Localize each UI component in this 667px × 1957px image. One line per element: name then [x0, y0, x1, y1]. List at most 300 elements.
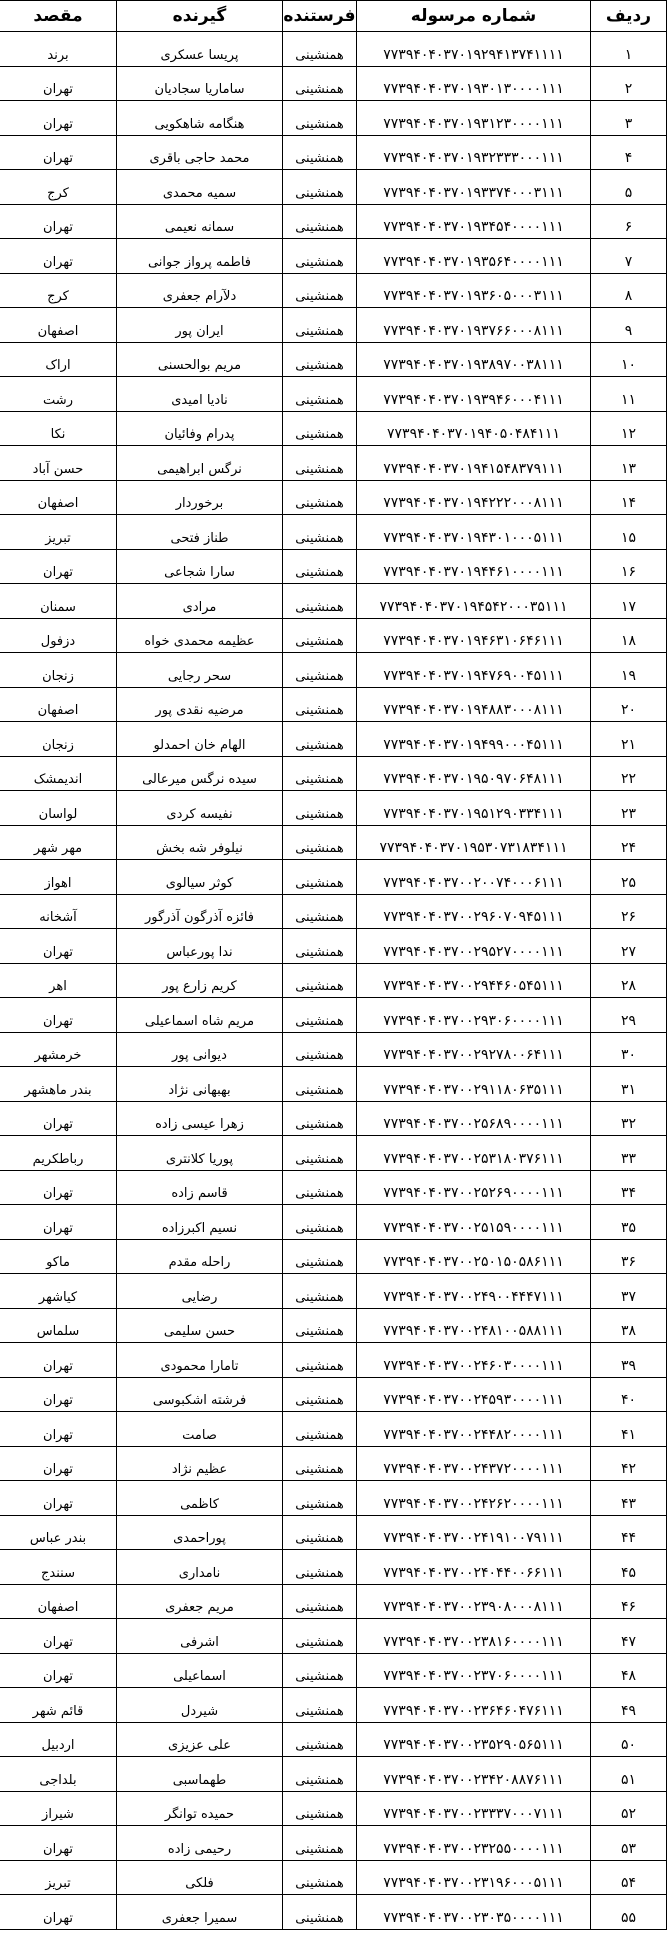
cell-tracking-number: ۷۷۳۹۴۰۴۰۳۷۰۰۲۴۶۰۳۰۰۰۰۱۱۱ — [357, 1343, 591, 1378]
cell-receiver: سمانه نعیمی — [117, 204, 283, 239]
cell-destination: تهران — [0, 66, 117, 101]
cell-sender: همنشینی — [283, 1308, 357, 1343]
table-row — [0, 342, 667, 377]
cell-receiver: راحله مقدم — [117, 1239, 283, 1274]
cell-receiver: تامارا محمودی — [117, 1343, 283, 1378]
cell-radif: ۳۹ — [591, 1343, 667, 1378]
table-row — [0, 170, 667, 205]
table-row — [0, 446, 667, 481]
cell-sender: همنشینی — [283, 101, 357, 136]
cell-radif: ۵۳ — [591, 1826, 667, 1861]
cell-destination: کرج — [0, 170, 117, 205]
table-row — [0, 204, 667, 239]
cell-sender: همنشینی — [283, 584, 357, 619]
cell-tracking-number: ۷۷۳۹۴۰۴۰۳۷۰۱۹۳۸۹۷۰۰۳۸۱۱۱ — [357, 342, 591, 377]
cell-destination: تهران — [0, 1205, 117, 1240]
cell-sender: همنشینی — [283, 1032, 357, 1067]
cell-receiver: قاسم زاده — [117, 1170, 283, 1205]
cell-receiver: نسیم اکبرزاده — [117, 1205, 283, 1240]
cell-tracking-number: ۷۷۳۹۴۰۴۰۳۷۰۰۲۴۰۴۴۰۰۶۶۱۱۱ — [357, 1550, 591, 1585]
cell-radif: ۴۲ — [591, 1446, 667, 1481]
cell-sender: همنشینی — [283, 825, 357, 860]
table-row — [0, 1481, 667, 1516]
cell-destination: تهران — [0, 1826, 117, 1861]
cell-sender: همنشینی — [283, 618, 357, 653]
cell-tracking-number: ۷۷۳۹۴۰۴۰۳۷۰۰۲۳۸۱۶۰۰۰۰۱۱۱ — [357, 1619, 591, 1654]
cell-destination: کرج — [0, 273, 117, 308]
cell-receiver: عظیمه محمدی خواه — [117, 618, 283, 653]
cell-sender: همنشینی — [283, 1239, 357, 1274]
cell-tracking-number: ۷۷۳۹۴۰۴۰۳۷۰۰۲۹۵۲۷۰۰۰۰۱۱۱ — [357, 929, 591, 964]
cell-receiver: محمد حاجی باقری — [117, 135, 283, 170]
cell-destination: آشخانه — [0, 894, 117, 929]
cell-sender: همنشینی — [283, 1757, 357, 1792]
table-row — [0, 549, 667, 584]
cell-radif: ۳۴ — [591, 1170, 667, 1205]
table-row — [0, 1791, 667, 1826]
cell-radif: ۲۴ — [591, 825, 667, 860]
cell-receiver: فائزه آذرگون آذرگور — [117, 894, 283, 929]
cell-tracking-number: ۷۷۳۹۴۰۴۰۳۷۰۰۲۴۵۹۳۰۰۰۰۱۱۱ — [357, 1377, 591, 1412]
table-row — [0, 1343, 667, 1378]
cell-radif: ۳۳ — [591, 1136, 667, 1171]
cell-receiver: عظیم نژاد — [117, 1446, 283, 1481]
cell-sender: همنشینی — [283, 791, 357, 826]
cell-receiver: اشرفی — [117, 1619, 283, 1654]
cell-receiver: نادیا امیدی — [117, 377, 283, 412]
cell-radif: ۴۵ — [591, 1550, 667, 1585]
cell-radif: ۳۲ — [591, 1101, 667, 1136]
cell-radif: ۵ — [591, 170, 667, 205]
cell-tracking-number: ۷۷۳۹۴۰۴۰۳۷۰۰۲۳۲۵۵۰۰۰۰۱۱۱ — [357, 1826, 591, 1861]
cell-destination: اصفهان — [0, 1584, 117, 1619]
cell-receiver: رحیمی زاده — [117, 1826, 283, 1861]
cell-sender: همنشینی — [283, 204, 357, 239]
cell-destination: تهران — [0, 1412, 117, 1447]
table-row — [0, 1446, 667, 1481]
table-row — [0, 411, 667, 446]
cell-sender: همنشینی — [283, 170, 357, 205]
cell-destination: دزفول — [0, 618, 117, 653]
table-row — [0, 1170, 667, 1205]
cell-receiver: طهماسبی — [117, 1757, 283, 1792]
cell-destination: بلداجی — [0, 1757, 117, 1792]
cell-tracking-number: ۷۷۳۹۴۰۴۰۳۷۰۱۹۴۵۴۲۰۰۰۳۵۱۱۱ — [357, 584, 591, 619]
cell-radif: ۶ — [591, 204, 667, 239]
cell-tracking-number: ۷۷۳۹۴۰۴۰۳۷۰۱۹۴۰۵۰۴۸۴۱۱۱ — [357, 411, 591, 446]
cell-radif: ۱۰ — [591, 342, 667, 377]
cell-tracking-number: ۷۷۳۹۴۰۴۰۳۷۰۰۲۴۸۱۰۰۵۸۸۱۱۱ — [357, 1308, 591, 1343]
cell-sender: همنشینی — [283, 1826, 357, 1861]
cell-radif: ۱۸ — [591, 618, 667, 653]
cell-radif: ۹ — [591, 308, 667, 343]
cell-destination: رشت — [0, 377, 117, 412]
cell-destination: برند — [0, 32, 117, 67]
cell-receiver: طناز فتحی — [117, 515, 283, 550]
cell-radif: ۱۴ — [591, 480, 667, 515]
cell-sender: همنشینی — [283, 239, 357, 274]
cell-sender: همنشینی — [283, 894, 357, 929]
cell-destination: رباطکریم — [0, 1136, 117, 1171]
table-row — [0, 860, 667, 895]
table-row — [0, 825, 667, 860]
cell-receiver: سمیه محمدی — [117, 170, 283, 205]
header-sender: فرستنده — [283, 1, 357, 32]
cell-radif: ۴ — [591, 135, 667, 170]
table-row — [0, 1550, 667, 1585]
cell-radif: ۴۴ — [591, 1515, 667, 1550]
cell-sender: همنشینی — [283, 1274, 357, 1309]
cell-tracking-number: ۷۷۳۹۴۰۴۰۳۷۰۱۹۳۶۰۵۰۰۰۳۱۱۱ — [357, 273, 591, 308]
cell-tracking-number: ۷۷۳۹۴۰۴۰۳۷۰۱۹۴۲۲۲۰۰۰۸۱۱۱ — [357, 480, 591, 515]
cell-radif: ۴۱ — [591, 1412, 667, 1447]
cell-sender: همنشینی — [283, 1205, 357, 1240]
cell-sender: همنشینی — [283, 515, 357, 550]
cell-destination: مهر شهر — [0, 825, 117, 860]
cell-radif: ۵۴ — [591, 1860, 667, 1895]
cell-radif: ۴۳ — [591, 1481, 667, 1516]
cell-destination: سنندج — [0, 1550, 117, 1585]
cell-destination: اصفهان — [0, 480, 117, 515]
cell-sender: همنشینی — [283, 411, 357, 446]
cell-sender: همنشینی — [283, 1377, 357, 1412]
table-row — [0, 308, 667, 343]
cell-tracking-number: ۷۷۳۹۴۰۴۰۳۷۰۱۹۴۴۶۱۰۰۰۰۱۱۱ — [357, 549, 591, 584]
cell-radif: ۲۵ — [591, 860, 667, 895]
cell-sender: همنشینی — [283, 273, 357, 308]
cell-radif: ۴۷ — [591, 1619, 667, 1654]
cell-radif: ۵۱ — [591, 1757, 667, 1792]
header-receiver: گیرنده — [117, 1, 283, 32]
cell-radif: ۵۲ — [591, 1791, 667, 1826]
cell-sender: همنشینی — [283, 1860, 357, 1895]
cell-destination: تهران — [0, 929, 117, 964]
cell-sender: همنشینی — [283, 1619, 357, 1654]
cell-tracking-number: ۷۷۳۹۴۰۴۰۳۷۰۱۹۵۰۹۷۰۶۴۸۱۱۱ — [357, 756, 591, 791]
cell-sender: همنشینی — [283, 687, 357, 722]
cell-receiver: دیوانی پور — [117, 1032, 283, 1067]
cell-destination: تهران — [0, 204, 117, 239]
cell-tracking-number: ۷۷۳۹۴۰۴۰۳۷۰۱۹۳۱۲۳۰۰۰۰۱۱۱ — [357, 101, 591, 136]
table-row — [0, 1239, 667, 1274]
table-row — [0, 377, 667, 412]
cell-sender: همنشینی — [283, 308, 357, 343]
table-row — [0, 687, 667, 722]
table-row — [0, 1584, 667, 1619]
table-row — [0, 1860, 667, 1895]
cell-receiver: سیده نرگس میرعالی — [117, 756, 283, 791]
cell-radif: ۳۵ — [591, 1205, 667, 1240]
cell-radif: ۱۲ — [591, 411, 667, 446]
cell-tracking-number: ۷۷۳۹۴۰۴۰۳۷۰۱۹۳۵۶۴۰۰۰۰۱۱۱ — [357, 239, 591, 274]
table-row — [0, 1274, 667, 1309]
cell-sender: همنشینی — [283, 1343, 357, 1378]
cell-destination: تهران — [0, 239, 117, 274]
cell-receiver: پریسا عسکری — [117, 32, 283, 67]
cell-receiver: الهام خان احمدلو — [117, 722, 283, 757]
cell-sender: همنشینی — [283, 1170, 357, 1205]
cell-sender: همنشینی — [283, 32, 357, 67]
cell-destination: تهران — [0, 135, 117, 170]
cell-tracking-number: ۷۷۳۹۴۰۴۰۳۷۰۰۲۳۴۲۰۸۸۷۶۱۱۱ — [357, 1757, 591, 1792]
cell-destination: اهر — [0, 963, 117, 998]
table-row — [0, 894, 667, 929]
table-row — [0, 1722, 667, 1757]
table-row — [0, 1826, 667, 1861]
table-row — [0, 1688, 667, 1723]
cell-destination: اصفهان — [0, 687, 117, 722]
cell-radif: ۲۰ — [591, 687, 667, 722]
cell-sender: همنشینی — [283, 653, 357, 688]
cell-tracking-number: ۷۷۳۹۴۰۴۰۳۷۰۰۲۳۹۰۸۰۰۰۸۱۱۱ — [357, 1584, 591, 1619]
table-row — [0, 66, 667, 101]
cell-radif: ۱۱ — [591, 377, 667, 412]
cell-tracking-number: ۷۷۳۹۴۰۴۰۳۷۰۰۲۹۳۰۶۰۰۰۰۱۱۱ — [357, 998, 591, 1033]
cell-tracking-number: ۷۷۳۹۴۰۴۰۳۷۰۱۹۳۷۶۶۰۰۰۸۱۱۱ — [357, 308, 591, 343]
table-row — [0, 1619, 667, 1654]
cell-radif: ۵۰ — [591, 1722, 667, 1757]
cell-receiver: دلآرام جعفری — [117, 273, 283, 308]
cell-radif: ۴۰ — [591, 1377, 667, 1412]
cell-receiver: مرضیه نقدی پور — [117, 687, 283, 722]
cell-destination: کیاشهر — [0, 1274, 117, 1309]
cell-receiver: نیلوفر شه بخش — [117, 825, 283, 860]
cell-radif: ۳۸ — [591, 1308, 667, 1343]
cell-destination: تهران — [0, 998, 117, 1033]
cell-sender: همنشینی — [283, 860, 357, 895]
cell-receiver: هنگامه شاهکویی — [117, 101, 283, 136]
cell-receiver: فلکی — [117, 1860, 283, 1895]
cell-radif: ۲ — [591, 66, 667, 101]
cell-sender: همنشینی — [283, 1067, 357, 1102]
table-row — [0, 480, 667, 515]
cell-receiver: کاظمی — [117, 1481, 283, 1516]
cell-destination: تهران — [0, 1619, 117, 1654]
cell-sender: همنشینی — [283, 1584, 357, 1619]
cell-tracking-number: ۷۷۳۹۴۰۴۰۳۷۰۰۲۵۶۸۹۰۰۰۰۱۱۱ — [357, 1101, 591, 1136]
cell-radif: ۳۱ — [591, 1067, 667, 1102]
table-row — [0, 618, 667, 653]
cell-tracking-number: ۷۷۳۹۴۰۴۰۳۷۰۱۹۲۹۴۱۳۷۴۱۱۱۱ — [357, 32, 591, 67]
cell-receiver: فرشته اشکبوسی — [117, 1377, 283, 1412]
cell-destination: بندر ماهشهر — [0, 1067, 117, 1102]
cell-sender: همنشینی — [283, 1653, 357, 1688]
cell-destination: تبریز — [0, 1860, 117, 1895]
table-row — [0, 963, 667, 998]
cell-sender: همنشینی — [283, 1481, 357, 1516]
cell-receiver: پوریا کلانتری — [117, 1136, 283, 1171]
table-row — [0, 135, 667, 170]
cell-radif: ۲۲ — [591, 756, 667, 791]
cell-tracking-number: ۷۷۳۹۴۰۴۰۳۷۰۱۹۴۷۶۹۰۰۴۵۱۱۱ — [357, 653, 591, 688]
cell-destination: تبریز — [0, 515, 117, 550]
cell-radif: ۱۵ — [591, 515, 667, 550]
cell-radif: ۲۳ — [591, 791, 667, 826]
cell-receiver: سمیرا جعفری — [117, 1895, 283, 1930]
cell-receiver: رضایی — [117, 1274, 283, 1309]
cell-receiver: شیردل — [117, 1688, 283, 1723]
cell-tracking-number: ۷۷۳۹۴۰۴۰۳۷۰۰۲۰۰۷۴۰۰۰۶۱۱۱ — [357, 860, 591, 895]
table-row — [0, 1757, 667, 1792]
cell-destination: بندر عباس — [0, 1515, 117, 1550]
table-row — [0, 101, 667, 136]
cell-radif: ۲۷ — [591, 929, 667, 964]
cell-radif: ۱۶ — [591, 549, 667, 584]
cell-destination: اندیمشک — [0, 756, 117, 791]
cell-sender: همنشینی — [283, 929, 357, 964]
cell-radif: ۵۵ — [591, 1895, 667, 1930]
cell-sender: همنشینی — [283, 446, 357, 481]
cell-receiver: فاطمه پرواز جوانی — [117, 239, 283, 274]
cell-tracking-number: ۷۷۳۹۴۰۴۰۳۷۰۰۲۳۷۰۶۰۰۰۰۱۱۱ — [357, 1653, 591, 1688]
cell-destination: حسن آباد — [0, 446, 117, 481]
cell-sender: همنشینی — [283, 135, 357, 170]
cell-destination: قائم شهر — [0, 1688, 117, 1723]
cell-tracking-number: ۷۷۳۹۴۰۴۰۳۷۰۰۲۴۲۶۲۰۰۰۰۱۱۱ — [357, 1481, 591, 1516]
cell-sender: همنشینی — [283, 1136, 357, 1171]
cell-tracking-number: ۷۷۳۹۴۰۴۰۳۷۰۰۲۵۲۶۹۰۰۰۰۱۱۱ — [357, 1170, 591, 1205]
cell-radif: ۳۶ — [591, 1239, 667, 1274]
cell-destination: تهران — [0, 1101, 117, 1136]
cell-sender: همنشینی — [283, 66, 357, 101]
cell-destination: تهران — [0, 1895, 117, 1930]
table-row — [0, 32, 667, 67]
cell-receiver: مریم جعفری — [117, 1584, 283, 1619]
cell-tracking-number: ۷۷۳۹۴۰۴۰۳۷۰۰۲۹۱۱۸۰۶۳۵۱۱۱ — [357, 1067, 591, 1102]
header-destination: مقصد — [0, 1, 117, 32]
cell-receiver: بهبهانی نژاد — [117, 1067, 283, 1102]
table-row — [0, 1412, 667, 1447]
cell-sender: همنشینی — [283, 1722, 357, 1757]
cell-receiver: پدرام وفائیان — [117, 411, 283, 446]
cell-destination: تهران — [0, 1481, 117, 1516]
cell-destination: تهران — [0, 1653, 117, 1688]
table-row — [0, 239, 667, 274]
table-row — [0, 1067, 667, 1102]
cell-tracking-number: ۷۷۳۹۴۰۴۰۳۷۰۱۹۴۶۳۱۰۶۴۶۱۱۱ — [357, 618, 591, 653]
cell-sender: همنشینی — [283, 1688, 357, 1723]
cell-sender: همنشینی — [283, 756, 357, 791]
cell-tracking-number: ۷۷۳۹۴۰۴۰۳۷۰۰۲۵۱۵۹۰۰۰۰۱۱۱ — [357, 1205, 591, 1240]
cell-receiver: ندا پورعباس — [117, 929, 283, 964]
cell-destination: نکا — [0, 411, 117, 446]
cell-destination: خرمشهر — [0, 1032, 117, 1067]
cell-receiver: نفیسه کردی — [117, 791, 283, 826]
cell-tracking-number: ۷۷۳۹۴۰۴۰۳۷۰۱۹۴۳۰۱۰۰۰۵۱۱۱ — [357, 515, 591, 550]
cell-receiver: سارا شجاعی — [117, 549, 283, 584]
cell-radif: ۱ — [591, 32, 667, 67]
cell-sender: همنشینی — [283, 549, 357, 584]
cell-tracking-number: ۷۷۳۹۴۰۴۰۳۷۰۰۲۳۶۴۶۰۴۷۶۱۱۱ — [357, 1688, 591, 1723]
table-row — [0, 722, 667, 757]
cell-tracking-number: ۷۷۳۹۴۰۴۰۳۷۰۱۹۳۲۳۳۳۰۰۰۱۱۱ — [357, 135, 591, 170]
cell-destination: تهران — [0, 1343, 117, 1378]
cell-tracking-number: ۷۷۳۹۴۰۴۰۳۷۰۱۹۴۸۸۳۰۰۰۸۱۱۱ — [357, 687, 591, 722]
cell-sender: همنشینی — [283, 342, 357, 377]
cell-tracking-number: ۷۷۳۹۴۰۴۰۳۷۰۰۲۴۹۰۰۴۴۴۷۱۱۱ — [357, 1274, 591, 1309]
table-row — [0, 1205, 667, 1240]
cell-destination: تهران — [0, 549, 117, 584]
cell-radif: ۴۸ — [591, 1653, 667, 1688]
cell-sender: همنشینی — [283, 998, 357, 1033]
cell-destination: تهران — [0, 1170, 117, 1205]
cell-tracking-number: ۷۷۳۹۴۰۴۰۳۷۰۰۲۳۱۹۶۰۰۰۵۱۱۱ — [357, 1860, 591, 1895]
header-row — [0, 1, 667, 32]
cell-tracking-number: ۷۷۳۹۴۰۴۰۳۷۰۱۹۳۳۷۴۰۰۰۳۱۱۱ — [357, 170, 591, 205]
cell-sender: همنشینی — [283, 377, 357, 412]
cell-tracking-number: ۷۷۳۹۴۰۴۰۳۷۰۱۹۳۴۵۴۰۰۰۰۱۱۱ — [357, 204, 591, 239]
table-row — [0, 929, 667, 964]
cell-destination: تهران — [0, 1377, 117, 1412]
cell-receiver: مریم شاه اسماعیلی — [117, 998, 283, 1033]
cell-destination: زنجان — [0, 722, 117, 757]
cell-tracking-number: ۷۷۳۹۴۰۴۰۳۷۰۰۲۴۱۹۱۰۰۷۹۱۱۱ — [357, 1515, 591, 1550]
cell-receiver: مرادی — [117, 584, 283, 619]
cell-sender: همنشینی — [283, 1550, 357, 1585]
cell-tracking-number: ۷۷۳۹۴۰۴۰۳۷۰۰۲۳۵۲۹۰۵۶۵۱۱۱ — [357, 1722, 591, 1757]
cell-radif: ۱۹ — [591, 653, 667, 688]
cell-destination: اصفهان — [0, 308, 117, 343]
cell-destination: تهران — [0, 1446, 117, 1481]
cell-tracking-number: ۷۷۳۹۴۰۴۰۳۷۰۰۲۹۶۰۷۰۹۴۵۱۱۱ — [357, 894, 591, 929]
cell-receiver: پوراحمدی — [117, 1515, 283, 1550]
header-radif: ردیف — [591, 1, 667, 32]
cell-destination: اراک — [0, 342, 117, 377]
cell-tracking-number: ۷۷۳۹۴۰۴۰۳۷۰۰۲۳۳۳۷۰۰۰۷۱۱۱ — [357, 1791, 591, 1826]
cell-tracking-number: ۷۷۳۹۴۰۴۰۳۷۰۰۲۴۴۸۲۰۰۰۰۱۱۱ — [357, 1412, 591, 1447]
cell-destination: اهواز — [0, 860, 117, 895]
cell-tracking-number: ۷۷۳۹۴۰۴۰۳۷۰۰۲۹۲۷۸۰۰۶۴۱۱۱ — [357, 1032, 591, 1067]
cell-destination: شیراز — [0, 1791, 117, 1826]
cell-radif: ۲۶ — [591, 894, 667, 929]
table-row — [0, 1101, 667, 1136]
table-row — [0, 1032, 667, 1067]
table-row — [0, 584, 667, 619]
cell-receiver: حمیده توانگر — [117, 1791, 283, 1826]
cell-tracking-number: ۷۷۳۹۴۰۴۰۳۷۰۱۹۵۱۲۹۰۳۳۴۱۱۱ — [357, 791, 591, 826]
cell-radif: ۷ — [591, 239, 667, 274]
cell-radif: ۲۸ — [591, 963, 667, 998]
cell-sender: همنشینی — [283, 1101, 357, 1136]
cell-tracking-number: ۷۷۳۹۴۰۴۰۳۷۰۱۹۵۳۰۷۳۱۸۳۴۱۱۱ — [357, 825, 591, 860]
cell-tracking-number: ۷۷۳۹۴۰۴۰۳۷۰۰۲۵۳۱۸۰۳۷۶۱۱۱ — [357, 1136, 591, 1171]
cell-destination: تهران — [0, 101, 117, 136]
cell-sender: همنشینی — [283, 1446, 357, 1481]
cell-radif: ۳ — [591, 101, 667, 136]
table-row — [0, 756, 667, 791]
cell-tracking-number: ۷۷۳۹۴۰۴۰۳۷۰۱۹۴۱۵۴۸۳۷۹۱۱۱ — [357, 446, 591, 481]
cell-tracking-number: ۷۷۳۹۴۰۴۰۳۷۰۰۲۵۰۱۵۰۵۸۶۱۱۱ — [357, 1239, 591, 1274]
table-row — [0, 1136, 667, 1171]
cell-destination: سمنان — [0, 584, 117, 619]
cell-radif: ۴۶ — [591, 1584, 667, 1619]
table-row — [0, 515, 667, 550]
cell-destination: اردبیل — [0, 1722, 117, 1757]
cell-sender: همنشینی — [283, 1412, 357, 1447]
cell-receiver: صامت — [117, 1412, 283, 1447]
cell-destination: زنجان — [0, 653, 117, 688]
cell-tracking-number: ۷۷۳۹۴۰۴۰۳۷۰۰۲۴۳۷۲۰۰۰۰۱۱۱ — [357, 1446, 591, 1481]
table-header — [0, 1, 667, 32]
cell-radif: ۳۷ — [591, 1274, 667, 1309]
cell-radif: ۲۹ — [591, 998, 667, 1033]
table-row — [0, 653, 667, 688]
header-tracking-number: شماره مرسوله — [357, 1, 591, 32]
cell-radif: ۳۰ — [591, 1032, 667, 1067]
cell-receiver: ساماریا سجادیان — [117, 66, 283, 101]
cell-receiver: اسماعیلی — [117, 1653, 283, 1688]
cell-tracking-number: ۷۷۳۹۴۰۴۰۳۷۰۰۲۹۴۴۶۰۵۴۵۱۱۱ — [357, 963, 591, 998]
